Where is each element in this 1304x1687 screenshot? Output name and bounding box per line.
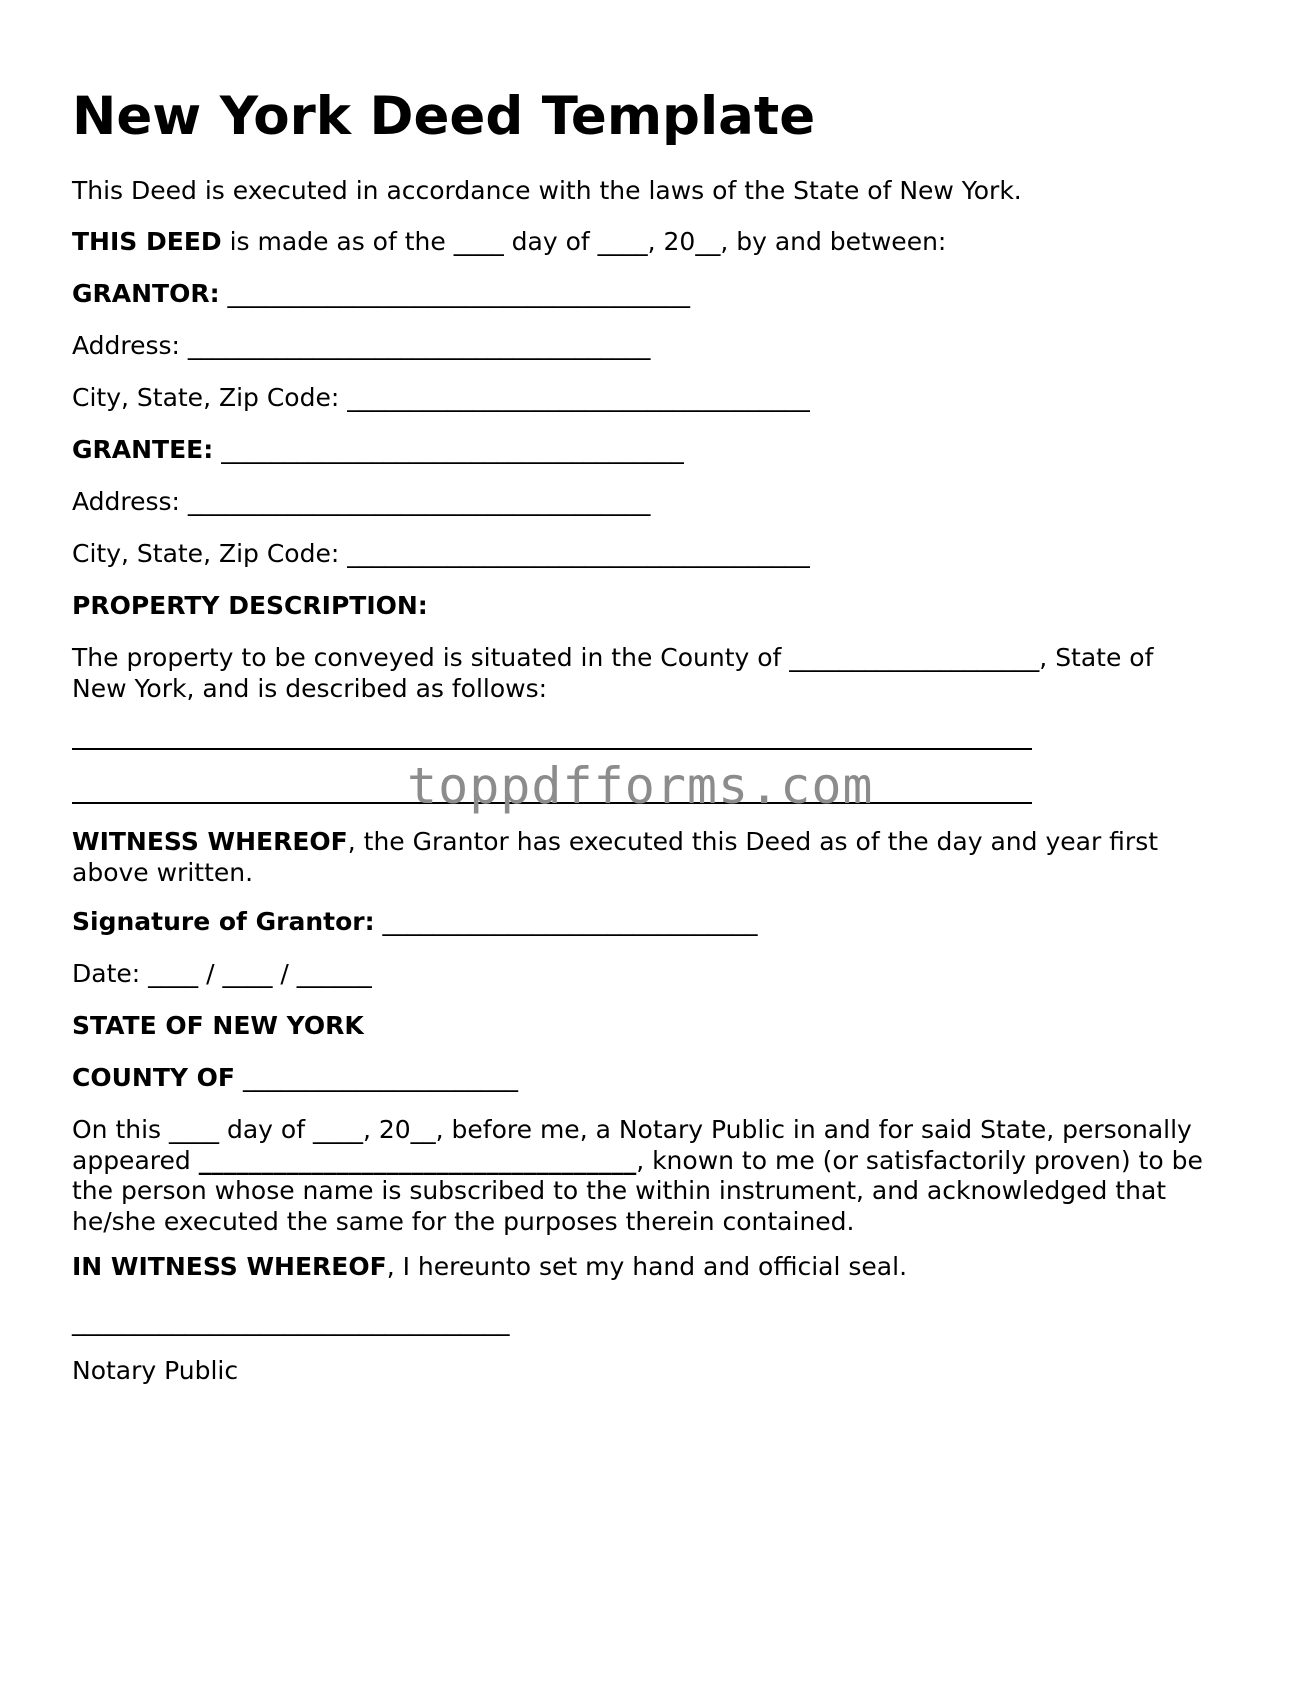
grantor-line	[72, 279, 690, 309]
notary-witness-line	[72, 1252, 907, 1282]
notary-county-label: COUNTY OF	[72, 1063, 236, 1092]
deed-date-line	[72, 227, 946, 257]
notary-ack-part2: , known to me (or satisfactorily proven) to be the person whose name is subscribed to the within instrument, and acknowledged that he/she executed the same for the purposes therein contained.	[72, 1145, 1203, 1236]
grantor-address-line	[72, 331, 650, 361]
notary-appeared-field[interactable]: ___________________________________	[198, 1145, 637, 1175]
signature-line	[72, 907, 758, 937]
signature-field[interactable]: ______________________________	[374, 907, 758, 936]
witness-lead: WITNESS WHEREOF	[72, 827, 348, 856]
intro-text: This Deed is executed in accordance with the laws of the State of New York.	[72, 176, 1022, 205]
page-title: New York Deed Template	[72, 86, 816, 147]
notary-state	[72, 1011, 364, 1041]
notary-state-text: STATE OF NEW YORK	[72, 1011, 364, 1040]
property-heading-text: PROPERTY DESCRIPTION:	[72, 591, 428, 620]
deed-date-text: is made as of the ____ day of ____, 20__, by and between:	[221, 227, 947, 256]
notary-public-label: Notary Public	[72, 1356, 239, 1385]
notary-witness-rest: , I hereunto set my hand and official seal.	[386, 1252, 908, 1281]
grantor-label: GRANTOR:	[72, 279, 220, 308]
grantee-city-label: City, State, Zip Code:	[72, 539, 340, 568]
notary-ack-part1: On this ____ day of ____, 20__, before me, a Notary Public in and for said State, personally appeared	[72, 1115, 1192, 1175]
notary-acknowledgment	[72, 1115, 1242, 1237]
property-text: The property to be conveyed is situated in the County of ____________________, State of New York, and is described as follows:	[72, 643, 1154, 703]
grantee-address-line	[72, 487, 650, 517]
property-heading	[72, 591, 428, 621]
grantor-city-line	[72, 383, 810, 413]
notary-county-field[interactable]: ______________________	[235, 1063, 518, 1092]
grantee-address-field[interactable]: _____________________________________	[179, 487, 651, 516]
notary-county-line	[72, 1063, 518, 1093]
property-description-line-1[interactable]	[72, 748, 1032, 750]
grantor-field[interactable]: _____________________________________	[219, 279, 691, 308]
signature-label: Signature of Grantor:	[72, 907, 375, 936]
date-line[interactable]: Date: ____ / ____ / ______	[72, 959, 372, 988]
witness-rest: , the Grantor has executed this Deed as of the day and year first above written.	[72, 827, 1159, 887]
grantor-address-label: Address:	[72, 331, 180, 360]
notary-signature-field[interactable]: ___________________________________	[72, 1307, 510, 1336]
grantor-city-field[interactable]: _____________________________________	[339, 383, 810, 412]
witness-text	[72, 827, 1202, 888]
grantee-line	[72, 435, 684, 465]
grantee-address-label: Address:	[72, 487, 180, 516]
grantee-label: GRANTEE:	[72, 435, 214, 464]
notary-witness-lead: IN WITNESS WHEREOF	[72, 1252, 387, 1281]
grantee-city-line	[72, 539, 810, 569]
grantee-city-field[interactable]: _____________________________________	[339, 539, 810, 568]
grantor-address-field[interactable]: _____________________________________	[179, 331, 651, 360]
grantee-field[interactable]: _____________________________________	[213, 435, 684, 464]
grantor-city-label: City, State, Zip Code:	[72, 383, 340, 412]
watermark: toppdfforms.com	[407, 757, 874, 815]
deed-lead: THIS DEED	[72, 227, 222, 256]
